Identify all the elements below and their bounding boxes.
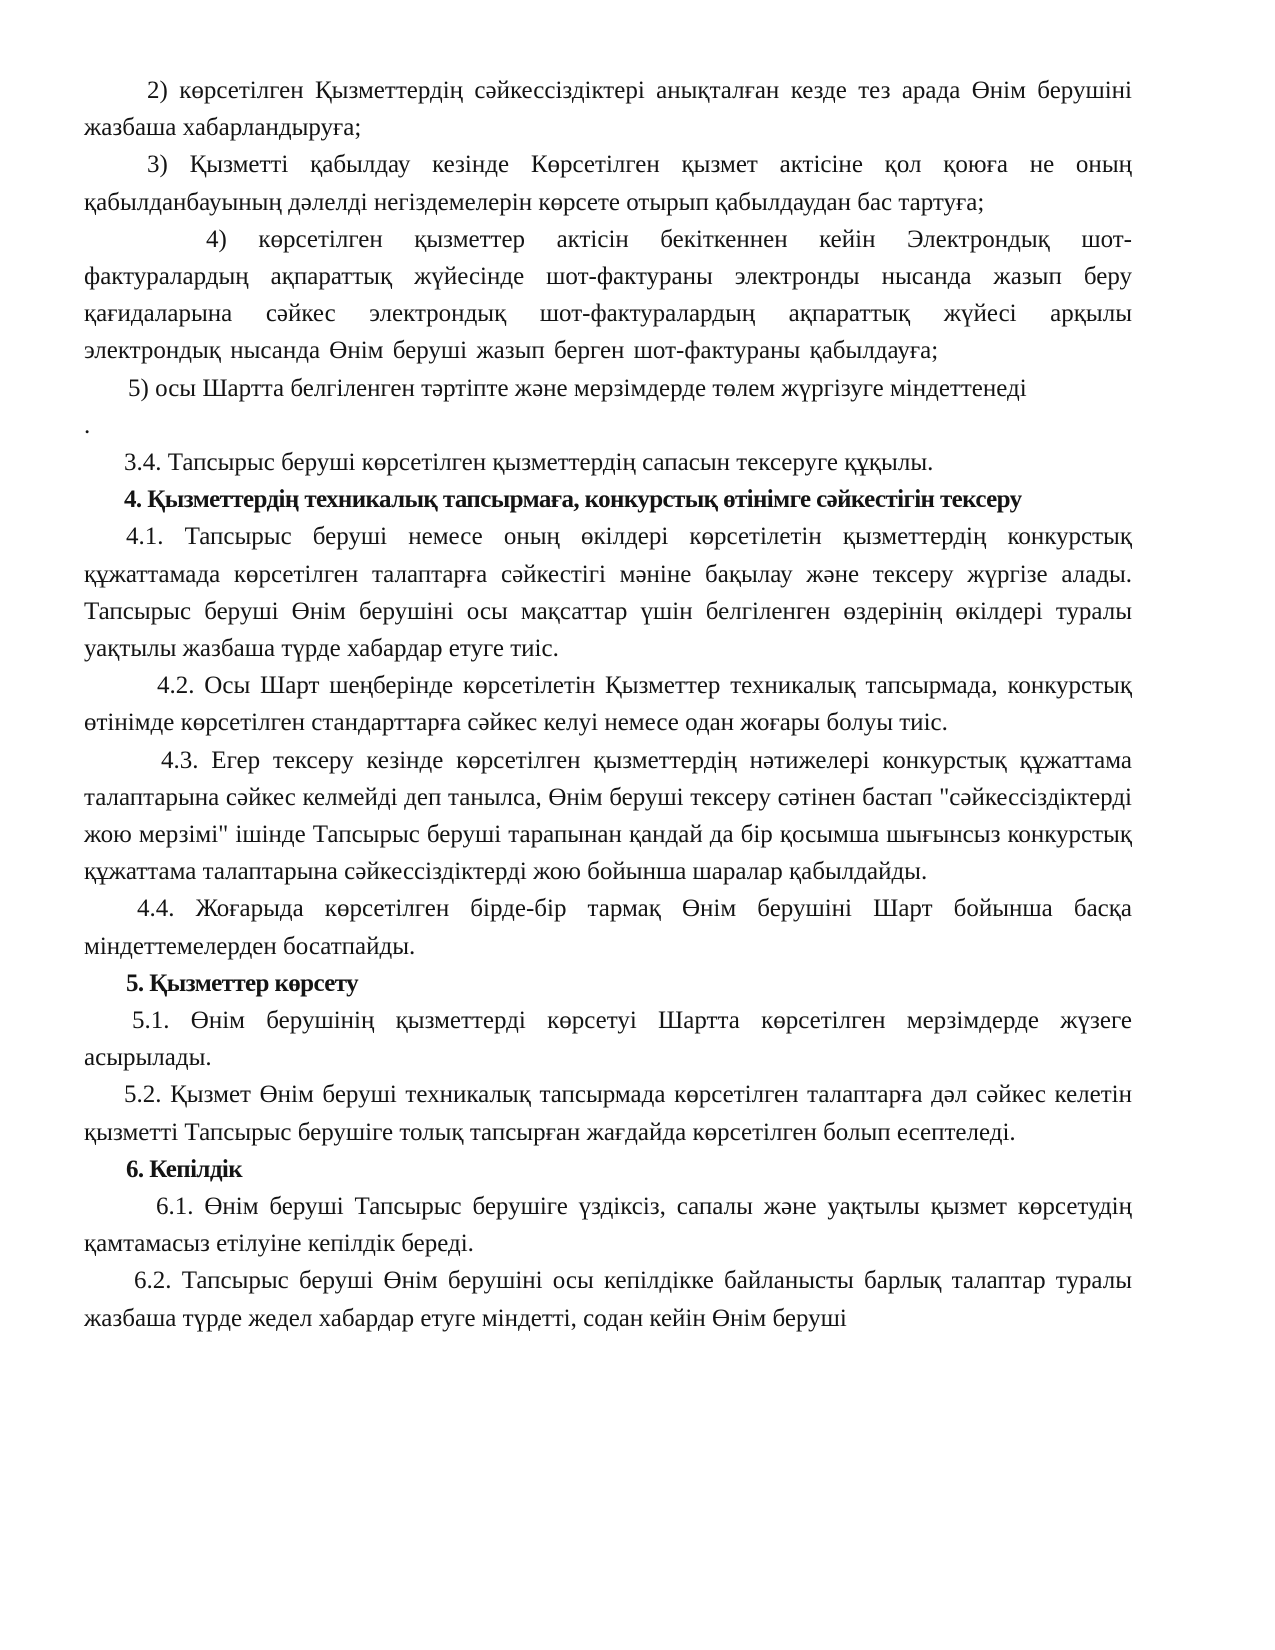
clause-4-4: 4.4. Жоғарыда көрсетілген бірде-бір тармақ Өнім берушіні Шарт бойынша басқа міндеттемелерден босатпайды. — [84, 895, 1132, 960]
clause-5-2: 5.2. Қызмет Өнім беруші техникалық тапсырмада көрсетілген талаптарға дәл сәйкес келетін қызметті Тапсырыс берушіге толық тапсырған жағдайда көрсетілген болып есептеледі. — [84, 1081, 1132, 1146]
clause-3-2-item-5-period: . — [84, 411, 91, 439]
clause-3-2-item-3: 3) Қызметті қабылдау кезінде Көрсетілген қызмет актісіне қол қоюға не оның қабылданбауының дәлелді негіздемелерін көрсете отырып қабылдаудан бас тартуға; — [84, 151, 1132, 216]
clause-5-1: 5.1. Өнім берушінің қызметтерді көрсетуі Шартта көрсетілген мерзімдерде жүзеге асырылады. — [84, 1007, 1132, 1072]
clause-3-2-item-4: 4) көрсетілген қызметтер актісін бекіткеннен кейін Электрондық шот-фактуралардың ақпараттық жүйесінде шот-фактураны электронды нысанда жазып беру қағидаларына сәйкес электрондық шот-фактуралардың ақпараттық жүйесі арқылы электрондық нысанда Өнім беруші жазып берген шот-фактураны қабылдауға; — [84, 225, 1132, 365]
section-4-heading: 4. Қызметтердің техникалық тапсырмаға, конкурстық өтінімге сәйкестігін тексеру — [124, 486, 1022, 514]
clause-3-4: 3.4. Тапсырыс беруші көрсетілген қызметтердің сапасын тексеруге құқылы. — [124, 449, 934, 477]
clause-4-1: 4.1. Тапсырыс беруші немесе оның өкілдері көрсетілетін қызметтердің конкурстық құжаттамада көрсетілген талаптарға сәйкестігі мәніне бақылау және тексеру жүргізе алады. Тапсырыс беруші Өнім берушіні осы мақсаттар үшін белгіленген өздерінің өкілдері туралы уақтылы жазбаша түрде хабардар етуге тиіс. — [84, 523, 1132, 663]
document-body — [84, 72, 1132, 1337]
clause-4-2: 4.2. Осы Шарт шеңберінде көрсетілетін Қызметтер техникалық тапсырмада, конкурстық өтінімде көрсетілген стандарттарға сәйкес келуі немесе одан жоғары болуы тиіс. — [84, 672, 1132, 737]
section-6-heading: 6. Кепілдік — [126, 1155, 243, 1183]
clause-6-2: 6.2. Тапсырыс беруші Өнім берушіні осы кепілдікке байланысты барлық талаптар туралы жазбаша түрде жедел хабардар етуге міндетті, содан кейін Өнім беруші — [84, 1267, 1132, 1332]
clause-4-3: 4.3. Егер тексеру кезінде көрсетілген қызметтердің нәтижелері конкурстық құжаттама талаптарына сәйкес келмейді деп танылса, Өнім беруші тексеру сәтінен бастап "сәйкессіздіктерді жою мерзімі" ішінде Тапсырыс беруші тарапынан қандай да бір қосымша шығынсыз конкурстық құжаттама талаптарына сәйкессіздіктерді жою бойынша шаралар қабылдайды. — [84, 746, 1132, 886]
clause-3-2-item-5: 5) осы Шартта белгіленген тәртіпте және мерзімдерде төлем жүргізуге міндеттенеді — [128, 374, 1027, 402]
clause-3-2-item-2: 2) көрсетілген Қызметтердің сәйкессіздіктері анықталған кезде тез арада Өнім берушіні жазбаша хабарландыруға; — [84, 77, 1132, 142]
section-5-heading: 5. Қызметтер көрсету — [126, 969, 359, 997]
clause-6-1: 6.1. Өнім беруші Тапсырыс берушіге үздіксіз, сапалы және уақтылы қызмет көрсетудің қамтамасыз етілуіне кепілдік береді. — [84, 1193, 1132, 1258]
